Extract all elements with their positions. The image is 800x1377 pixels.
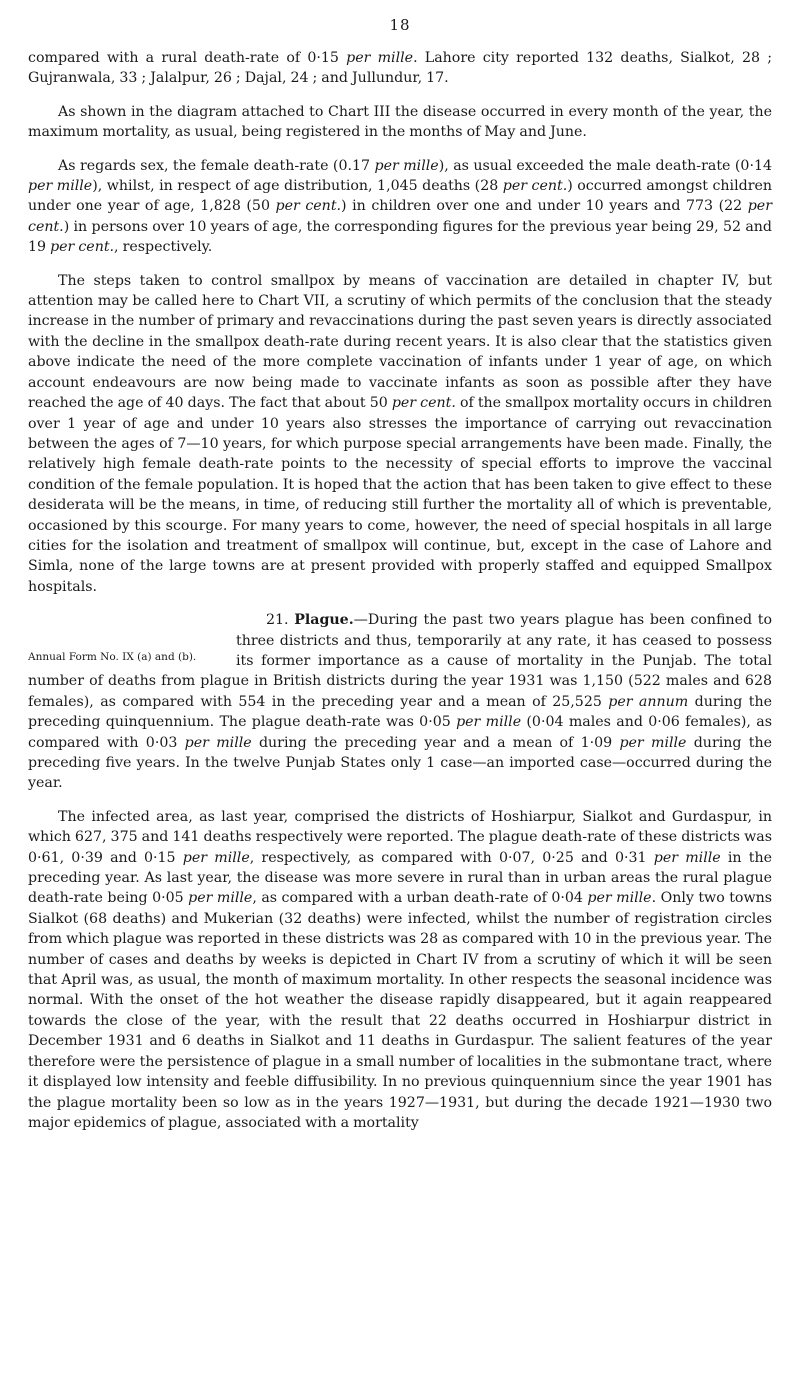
paragraph-seasonal-incidence: As shown in the diagram attached to Chart III the disease occurred in every month of the year, the maximum mortality, as usual, being registered in the months of May and June. (28, 103, 772, 141)
paragraph-smallpox-deaths-towns: compared with a rural death-rate of 0·15 per mille. Lahore city reported 132 deaths, Sialkot, 28 ; Gujranwala, 33 ; Jalalpur, 26 ; Dajal, 24 ; and Jullundur, 17. (28, 50, 773, 87)
page-number: 18 (389, 16, 411, 34)
paragraph-plague: 21. Plague.—During the past two years plague has been confined to three districts and thus, temporarily at any rate, it has ceased to possess its former importance as a cause of mortality in the Punjab. The total number of deaths from plague in British districts during the year 1931 was 1,150 (522 males and 628 females), as compared with 554 in the preceding year and a mean of 25,525 per annum during the preceding quinquennium. The plague death-rate was 0·05 per mille (0·04 males and 0·06 females), as compared with 0·03 per mille during the preceding year and a mean of 1·09 per mille during the preceding five years. In the twelve Punjab States only 1 case—an imported case—occurred during the year. (28, 612, 772, 792)
section-plague (28, 610, 772, 794)
margin-note-annual-form: Annual Form No. IX (a) and (b). (28, 651, 197, 664)
paragraph-sex-age-distribution: As regards sex, the female death-rate (0.17 per mille), as usual exceeded the male death-rate (0·14 per mille), whilst, in respect of age distribution, 1,045 deaths (28 per cent.) occurred amongst children under one year of age, 1,828 (50 per cent.) in children over one and under 10 years and 773 (22 per cent.) in persons over 10 years of age, the corresponding figures for the previous year being 29, 52 and 19 per cent., respectively. (28, 157, 773, 256)
paragraph-smallpox-vaccination: The steps taken to control smallpox by means of vaccination are detailed in chapter IV, but attention may be called here to Chart VII, a scrutiny of which permits of the conclusion that the steady increase in the number of primary and revaccinations during the past seven years is directly associated with the decline in the smallpox death-rate during recent years. It is also clear that the statistics given above indicate the need of the more complete vaccination of infants under 1 year of age, on which account endeavours are now being made to vaccinate infants as soon as possible after they have reached the age of 40 days. The fact that about 50 per cent. of the smallpox mortality occurs in children over 1 year of age and under 10 years also stresses the importance of carrying out revaccination between the ages of 7—10 years, for which purpose special arrangements have been made. Finally, the relatively high female death-rate points to the necessity of special efforts to improve the vaccinal condition of the female population. It is hoped that the action that has been taken to give effect to these desiderata will be the means, in time, of reducing still further the mortality all of which is preventable, occasioned by this scourge. For many years to come, however, the need of special hospitals in all large cities for the isolation and treatment of smallpox will continue, but, except in the case of Lahore and Simla, none of the large towns are at present provided with properly staffed and equipped Smallpox hospitals. (28, 272, 772, 595)
section-number: 21. (266, 612, 295, 629)
section-heading-plague: Plague. (294, 612, 354, 629)
paragraph-infected-area: The infected area, as last year, comprised the districts of Hoshiarpur, Sialkot and Gurdaspur, in which 627, 375 and 141 deaths respectively were reported. The plague death-rate of these districts was 0·61, 0·39 and 0·15 per mille, respectively, as compared with 0·07, 0·25 and 0·31 per mille in the preceding year. As last year, the disease was more severe in rural than in urban areas the rural plague death-rate being 0·05 per mille, as compared with a urban death-rate of 0·04 per mille. Only two towns Sialkot (68 deaths) and Mukerian (32 deaths) were infected, whilst the number of registration circles from which plague was reported in these districts was 28 as compared with 10 in the previous year. The number of cases and deaths by weeks is depicted in Chart IV from a scrutiny of which it will be seen that April was, as usual, the month of maximum mortality. In other respects the seasonal incidence was normal. With the onset of the hot weather the disease rapidly disappeared, but it again reappeared towards the close of the year, with the result that 22 deaths occurred in Hoshiarpur district in December 1931 and 6 deaths in Sialkot and 11 deaths in Gurdaspur. The salient features of the year therefore were the persistence of plague in a small number of localities in the submontane tract, where it displayed low intensity and feeble diffusibility. In no previous quinquennium since the year 1901 has the plague mortality been so low as in the years 1927—1931, but during the decade 1921—1930 two major epidemics of plague, associated with a mortality (28, 808, 773, 1131)
